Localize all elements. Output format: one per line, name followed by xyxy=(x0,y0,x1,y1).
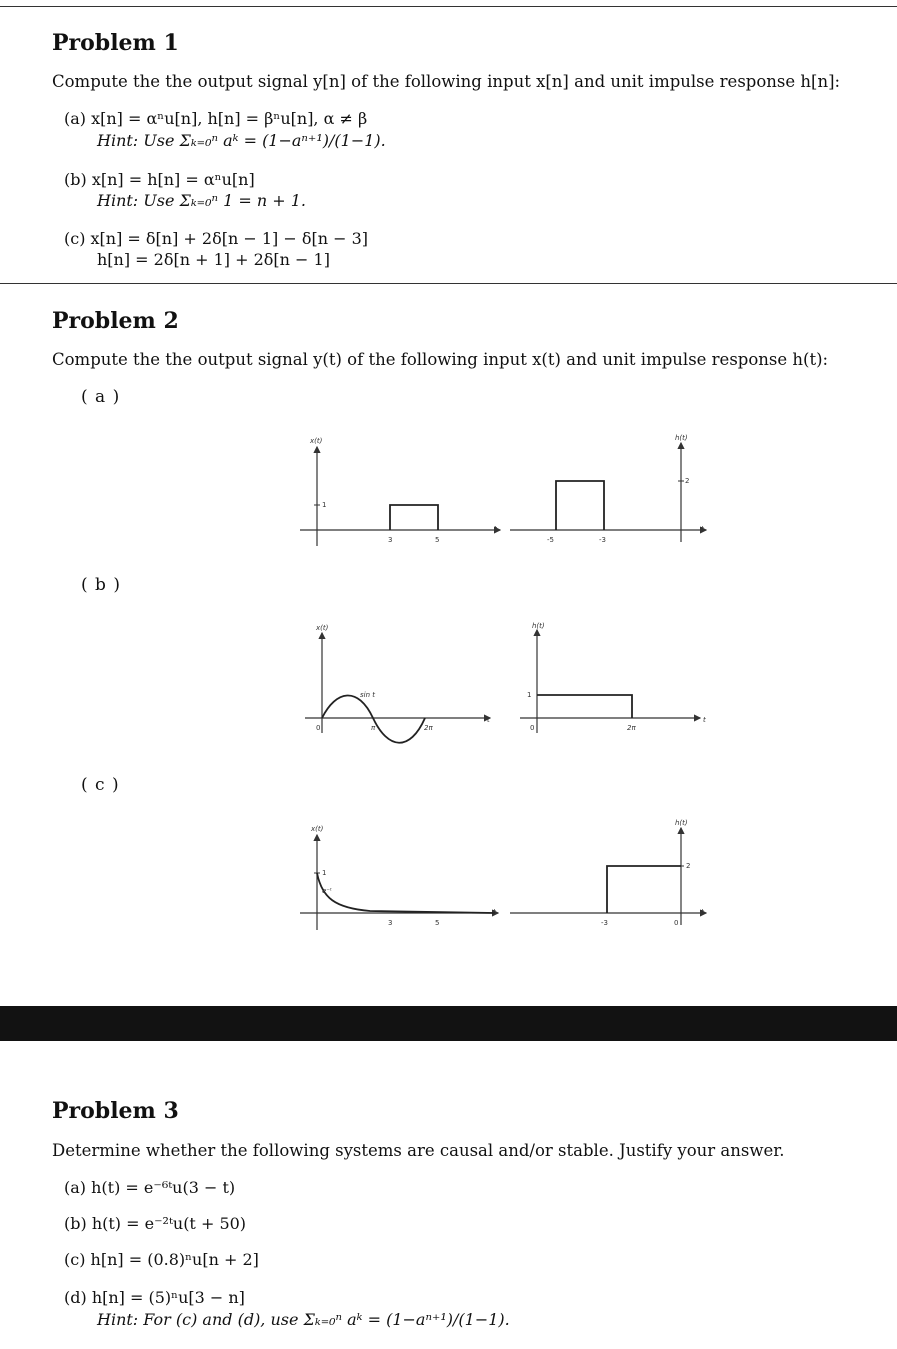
figa-h-pulse xyxy=(556,481,604,530)
figc-h-pulse xyxy=(607,866,681,913)
problem2-title: Problem 2 xyxy=(52,308,179,334)
figa-x-t2: 5 xyxy=(435,536,440,544)
figa-h-t1: -5 xyxy=(547,536,554,544)
figc-h-t1: -3 xyxy=(601,919,608,927)
figc-x-t1: 3 xyxy=(388,919,393,927)
figure-a xyxy=(0,425,897,585)
part-a-label: ( a ) xyxy=(81,387,121,407)
part-c-label: ( c ) xyxy=(81,775,120,795)
figa-x-axis-label: t xyxy=(494,525,497,533)
problem3-item-d: (d) h[n] = (5)ⁿu[3 − n] xyxy=(64,1288,245,1307)
figc-x-label: x(t) xyxy=(311,825,324,833)
problem1-title: Problem 1 xyxy=(52,30,179,56)
figb-x-sine xyxy=(322,695,425,742)
figa-x-label: x(t) xyxy=(310,437,323,445)
part-b-label: ( b ) xyxy=(81,575,121,595)
figc-h-level: 2 xyxy=(686,862,691,870)
figb-h-pulse xyxy=(537,695,632,718)
figc-x-t2: 5 xyxy=(435,919,440,927)
figb-x-pi: π xyxy=(371,724,376,732)
figb-h-2pi: 2π xyxy=(627,724,636,732)
problem1-b-statement: (b) x[n] = h[n] = αⁿu[n] xyxy=(64,170,255,189)
figb-x-origin: 0 xyxy=(316,724,321,732)
top-rule xyxy=(0,6,897,7)
problem3-intro: Determine whether the following systems are causal and/or stable. Justify your answer. xyxy=(52,1141,785,1160)
figb-h-label: h(t) xyxy=(532,622,545,630)
problem1-c-statement: (c) x[n] = δ[n] + 2δ[n − 1] − δ[n − 3] xyxy=(64,229,369,248)
figc-h-axis-label: t xyxy=(701,908,704,916)
divider-rule xyxy=(0,283,897,284)
figb-x-curve-label: sin t xyxy=(360,691,375,699)
figb-x-2pi: 2π xyxy=(424,724,433,732)
problem3-title: Problem 3 xyxy=(52,1098,179,1124)
figure-b xyxy=(0,615,897,775)
figb-h-level: 1 xyxy=(527,691,532,699)
problem1-c-impulse: h[n] = 2δ[n + 1] + 2δ[n − 1] xyxy=(97,250,330,269)
figc-h-origin: 0 xyxy=(674,919,679,927)
problem3-item-b: (b) h(t) = e⁻²ᵗu(t + 50) xyxy=(64,1214,247,1233)
problem1-a-hint: Hint: Use Σₖ₌₀ⁿ aᵏ = (1−aⁿ⁺¹)/(1−1). xyxy=(97,131,386,150)
problem3-item-a: (a) h(t) = e⁻⁶ᵗu(3 − t) xyxy=(64,1178,236,1197)
figc-x-curve-label: e⁻ᵗ xyxy=(322,887,333,895)
figc-h-label: h(t) xyxy=(675,819,688,827)
problem1-a-statement: (a) x[n] = αⁿu[n], h[n] = βⁿu[n], α ≠ β xyxy=(64,109,368,128)
figa-h-axis-label: t xyxy=(701,525,704,533)
figa-h-level: 2 xyxy=(685,477,690,485)
figb-x-label: x(t) xyxy=(316,624,329,632)
figa-x-t1: 3 xyxy=(388,536,393,544)
figb-h-axis-label: t xyxy=(703,716,706,724)
black-separator-bar xyxy=(0,1006,897,1041)
figc-x-exp xyxy=(317,873,495,913)
figc-x-level: 1 xyxy=(322,869,327,877)
figa-h-label: h(t) xyxy=(675,434,688,442)
figure-c xyxy=(0,815,897,945)
problem3-hint: Hint: For (c) and (d), use Σₖ₌₀ⁿ aᵏ = (1−aⁿ⁺¹)/(1−1). xyxy=(97,1310,510,1329)
figa-h-t2: -3 xyxy=(599,536,606,544)
problem1-b-hint: Hint: Use Σₖ₌₀ⁿ 1 = n + 1. xyxy=(97,191,307,210)
figb-h-origin: 0 xyxy=(530,724,535,732)
figb-x-axis-label: t xyxy=(487,716,490,724)
problem2-intro: Compute the the output signal y(t) of the following input x(t) and unit impulse response h(t): xyxy=(52,350,829,369)
figa-x-pulse xyxy=(390,505,438,530)
figa-x-level: 1 xyxy=(322,501,327,509)
problem3-item-c: (c) h[n] = (0.8)ⁿu[n + 2] xyxy=(64,1250,259,1269)
figc-x-axis-label: t xyxy=(493,908,496,916)
problem1-intro: Compute the the output signal y[n] of the following input x[n] and unit impulse response h[n]: xyxy=(52,72,841,91)
